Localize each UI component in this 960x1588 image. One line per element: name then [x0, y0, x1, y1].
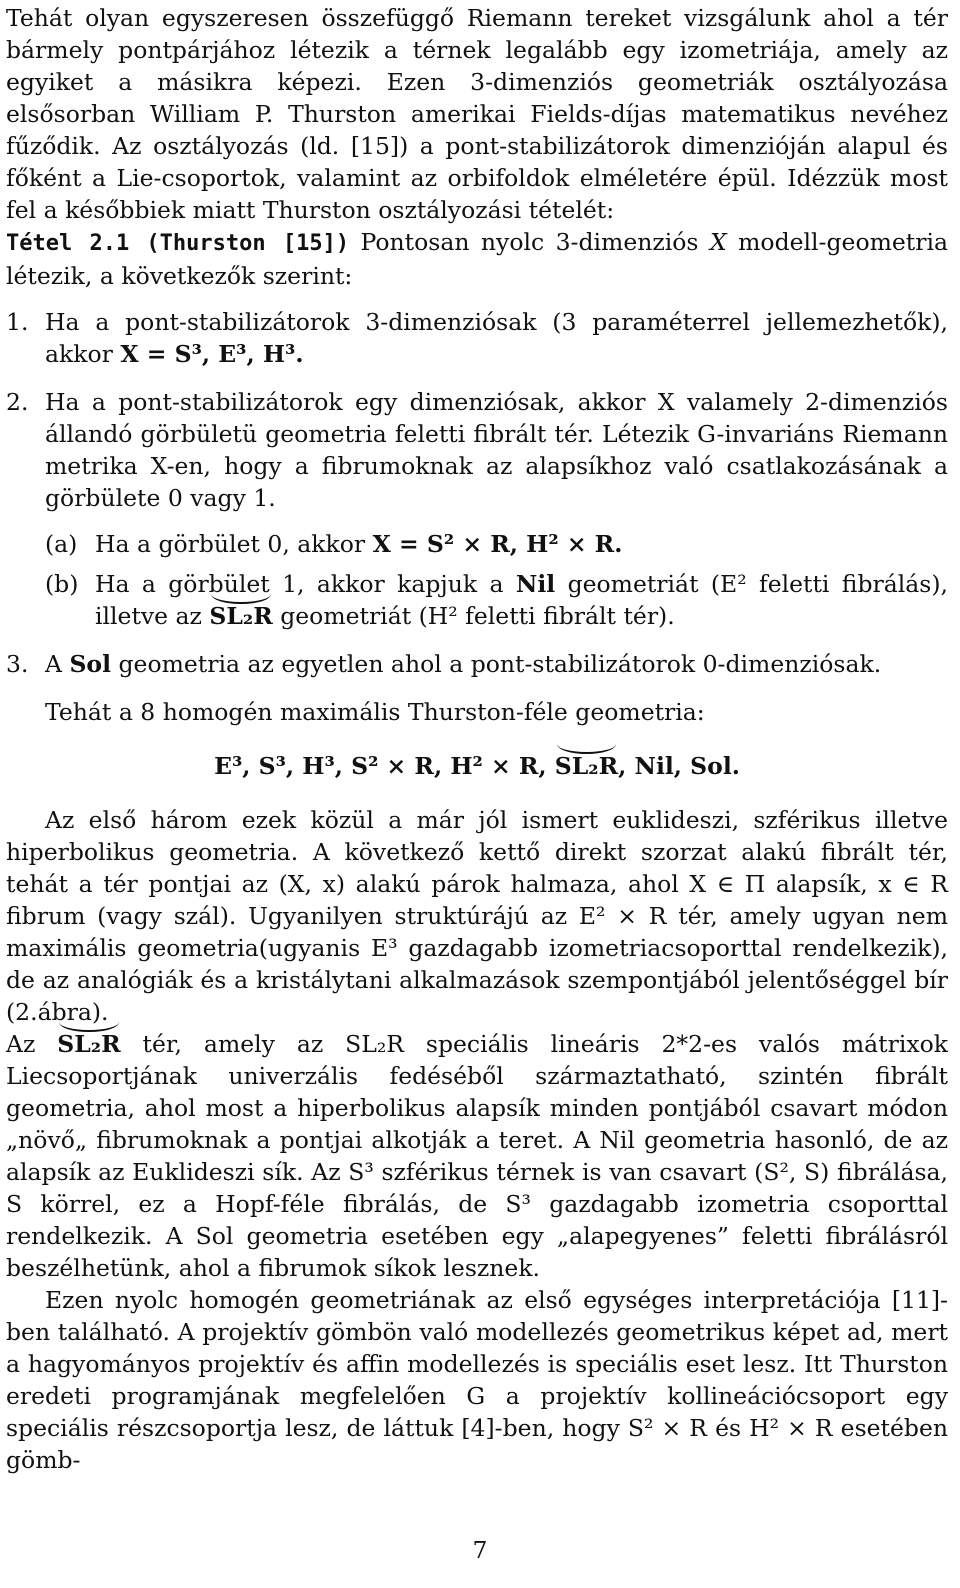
- display-formula-part1: E³, S³, H³, S² × R, H² × R,: [214, 752, 555, 780]
- display-formula-part2: , Nil, Sol.: [618, 752, 740, 780]
- case-text-a: A: [45, 650, 70, 678]
- case-item: [6, 648, 948, 680]
- display-formula: [6, 750, 948, 782]
- case-item: [6, 306, 948, 370]
- paragraph-2-sl2r: SL₂R: [57, 1030, 121, 1058]
- subcase-item: [45, 528, 948, 560]
- subcase-text-b: geometriát (E² feletti fibrálás), illetve az: [95, 570, 948, 630]
- case-number: 3.: [6, 650, 29, 678]
- subcase-text-a: Ha a görbület 1, akkor kapjuk a: [95, 570, 516, 598]
- case-bold: Sol: [69, 650, 112, 678]
- theorem-head: Tétel 2.1 (Thurston [15]): [6, 231, 350, 256]
- paragraph-2-b: tér, amely az SL₂R speciális lineáris 2*2-es valós mátrixok Liecsoportjának univerzális fedéséből származtatható, szintén fibrált geometria, ahol most a hiperbolikus alapsík minden pontjából csavart módon „növő„ fibrumoknak a pontjai alkotják a teret. A Nil geometria hasonló, de az alapsík az Euklideszi sík. Az S³ szférikus térnek is van csavart (S², S) fibrálása, S körrel, ez a Hopf-féle fibrálás, de S³ gazdagabb izometria csoporttal rendelkezik. A Sol geometria esetében egy „alapegyenes” feletti fibrálásról beszélhetünk, ahol a fibrumok síkok lesznek.: [6, 1030, 948, 1282]
- subcase-item: [45, 568, 948, 632]
- paragraph-2: [6, 1028, 948, 1284]
- subcase-text-c: geometriát (H² feletti fibrált tér).: [272, 602, 675, 630]
- subcase-formula: X = S² × R, H² × R.: [372, 530, 623, 558]
- paragraph-1: Az első három ezek közül a már jól ismert euklideszi, szférikus illetve hiperbolikus geometria. A következő kettő direkt szorzat alakú fibrált tér, tehát a tér pontjai az (X, x) alakú párok halmaza, ahol X ∈ Π alapsík, x ∈ R fibrum (vagy szál). Ugyanilyen struktúrájú az E² × R tér, amely ugyan nem maximális geometria(ugyanis E³ gazdagabb izometriacsoporttal rendelkezik), de az analógiák és a kristálytani alkalmazások szempontjából jelentőséggel bír (2.ábra).: [6, 806, 948, 1026]
- display-formula-sl2r: SL₂R: [554, 752, 619, 780]
- theorem-var-x: X: [709, 228, 727, 256]
- paragraph-2-a: Az: [6, 1030, 58, 1058]
- case-number: 2.: [6, 388, 29, 416]
- subcase-number: (b): [45, 570, 79, 598]
- subcase-text: Ha a görbület 0, akkor: [95, 530, 373, 558]
- subcase-sl2r: SL₂R: [209, 602, 273, 630]
- summary-line: Tehát a 8 homogén maximális Thurston-féle geometria:: [45, 698, 705, 726]
- case-text: Ha a pont-stabilizátorok egy dimenziósak, akkor X valamely 2-dimenziós állandó görbületü geometria feletti fibrált tér. Létezik G-invariáns Riemann metrika X-en, hogy a fibrumoknak az alapsíkhoz való csatlakozásának a görbülete 0 vagy 1.: [45, 388, 948, 512]
- paragraph-3: Ezen nyolc homogén geometriának az első egységes interpretációja [11]-ben található. A projektív gömbön való modellezés geometrikus képet ad, mert a hagyományos projektív és affin modellezés is speciális eset lesz. Itt Thurston eredeti programjának megfelelően G a projektív kollineációcsoport egy speciális részcsoportja lesz, de láttuk [4]-ben, hogy S² × R és H² × R esetében gömb-: [6, 1286, 948, 1474]
- case-item: [6, 386, 948, 632]
- theorem-cases: [6, 306, 948, 680]
- subcase-bold: Nil: [515, 570, 556, 598]
- case-text-b: geometria az egyetlen ahol a pont-stabilizátorok 0-dimenziósak.: [111, 650, 882, 678]
- case-number: 1.: [6, 308, 29, 336]
- case-text: Ha a pont-stabilizátorok 3-dimenziósak (3 paraméterrel jellemezhetők), akkor: [45, 308, 948, 368]
- page-body: [6, 0, 948, 1476]
- subcases: [45, 528, 948, 632]
- page-number: 7: [472, 1536, 488, 1564]
- theorem-text-a: Pontosan nyolc 3-dimenziós: [349, 228, 710, 256]
- intro-paragraph: Tehát olyan egyszeresen összefüggő Riemann tereket vizsgálunk ahol a tér bármely pontpárjához létezik a térnek legalább egy izometriája, amely az egyiket a másikra képezi. Ezen 3-dimenziós geometriák osztályozása elsősorban William P. Thurston amerikai Fields-díjas matematikus nevéhez fűződik. Az osztályozás (ld. [15]) a pont-stabilizátorok dimenzióján alapul és főként a Lie-csoportok, valamint az orbifoldok elméletére épül. Idézzük most fel a későbbiek miatt Thurston osztályozási tételét:: [6, 4, 948, 224]
- subcase-number: (a): [45, 530, 78, 558]
- theorem-text-b: modell-geometria létezik, a következők szerint:: [6, 228, 948, 290]
- case-formula: X = S³, E³, H³.: [120, 340, 304, 368]
- theorem-statement: [6, 226, 948, 292]
